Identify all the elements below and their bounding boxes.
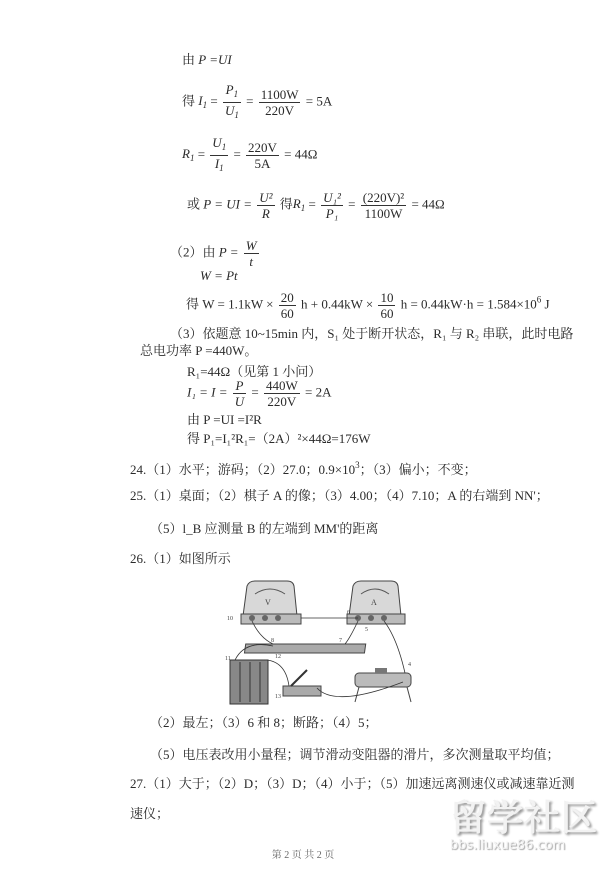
formula: P =UI: [198, 52, 232, 67]
svg-text:10: 10: [227, 616, 233, 622]
fraction: $\frac{10}{60}$: [380, 290, 394, 321]
svg-text:12: 12: [275, 654, 281, 660]
eq-energy-w: [186, 290, 550, 321]
exponent: 3: [355, 460, 360, 470]
circuit-illustration: [225, 578, 420, 708]
fraction: $\frac{\text{U²}}{R}$: [259, 190, 273, 221]
fraction: $\frac{1100W}{220V}$: [260, 87, 299, 118]
fraction: $\frac{220V}{5A}$: [248, 140, 277, 171]
voltmeter-icon: [241, 581, 301, 624]
resistor-icon: [244, 644, 365, 653]
part-label: （2）由: [170, 244, 216, 260]
eq-w-pt: W = Pt: [200, 268, 238, 283]
result: = 44Ω: [411, 196, 445, 212]
result: = 5A: [305, 93, 333, 109]
svg-text:6: 6: [347, 610, 350, 616]
svg-text:V: V: [265, 598, 271, 607]
fraction: $\frac{\text{U₁²}}{\text{P₁}}$: [323, 190, 341, 221]
lhs: $I_1$: [198, 93, 208, 111]
text: h = 0.44kW·h = 1.584×10: [400, 296, 537, 312]
equals: =: [210, 93, 218, 109]
text-mid: 得: [279, 196, 293, 212]
eq-alt-r1: 或 P = UI = $\frac{\text{U²}}{R}$ 得$R_1$ = $\frac{\text{U₁²}}{\text{P₁}}$ = $\frac{\text{(220V)²}}{1100W}$ = 44Ω: [187, 190, 445, 221]
formula: P = UI =: [203, 196, 252, 212]
battery-icon: [230, 660, 268, 704]
svg-text:A: A: [371, 598, 377, 607]
text: h + 0.44kW ×: [301, 296, 374, 312]
answer-25-line1: 25.（1）桌面；（2）棋子 A 的像；（3）4.00；（4）7.10；A 的右端到 NN'；: [130, 488, 549, 503]
page-number: 第 2 页 共 2 页: [271, 850, 335, 861]
part3-line1: （3）依题意 10~15min 内，S₁ 处于断开状态，R₁ 与 R₂ 串联，此时电路: [170, 326, 574, 341]
text: 24.（1）水平；游码；（2）27.0；0.9×10: [130, 462, 356, 477]
text-prefix: 由: [182, 52, 196, 67]
ammeter-icon: [347, 581, 405, 624]
unit: J: [541, 296, 550, 312]
fraction: $\frac{440W}{220V}$: [265, 378, 298, 409]
part3-line5: 由 P =UI =I²R: [187, 412, 262, 427]
eq-current-i1: 得 $I_1$ = $\frac{P_1}{U_1}$ = $\frac{1100W}{220V}$ = 5A: [182, 82, 332, 123]
eq-p-ui: [182, 52, 232, 68]
text: W = 1.1kW ×: [202, 296, 274, 312]
fraction: $\frac{W}{t}$: [245, 238, 257, 269]
result: = 44Ω: [284, 146, 318, 162]
fraction: $\frac{20}{60}$: [280, 290, 294, 321]
answer-27-line1: 27.（1）大于；（2）D；（3）D；（4）小于；（5）加速远离测速仪或减速靠近测: [130, 776, 575, 791]
answer-25-line2: （5）l_B 应测量 B 的左端到 MM'的距离: [150, 521, 379, 536]
rheostat-icon: [355, 668, 411, 702]
part3-line4: I₁ = I = $\frac{P}{U}$ = $\frac{440W}{220V}$ = 2A: [187, 378, 332, 409]
svg-text:11: 11: [225, 656, 231, 662]
fraction: $\frac{\text{(220V)²}}{1100W}$: [362, 190, 405, 221]
eq-resistance-r1: $R_1$ = $\frac{U_1}{I_1}$ = $\frac{220V}{5A}$ = 44Ω: [182, 135, 317, 176]
text-prefix: 得: [186, 296, 200, 312]
formula: P =: [218, 244, 239, 260]
answer-27-line2: 速仪；: [130, 806, 170, 821]
lhs: I₁ = I =: [187, 384, 228, 400]
answer-24: [130, 457, 477, 478]
svg-text:4: 4: [408, 662, 411, 668]
fraction: $\frac{U_1}{I_1}$: [212, 135, 227, 173]
text-prefix: 得: [182, 93, 196, 109]
text-prefix: 或: [187, 196, 201, 212]
fraction: $\frac{P_1}{U_1}$: [224, 82, 239, 120]
fraction: $\frac{P}{U}$: [234, 378, 245, 409]
svg-text:5: 5: [365, 627, 368, 633]
part3-line3: R₁=44Ω（见第 1 小问）: [187, 364, 322, 379]
svg-text:7: 7: [339, 638, 342, 644]
part3-line6: 得 P₁=I₁²R₁=（2A）²×44Ω=176W: [187, 431, 371, 446]
answer-26-line1: 26.（1）如图所示: [130, 551, 231, 566]
svg-text:8: 8: [271, 638, 274, 644]
exponent: 6: [536, 294, 542, 305]
answer-26-line3: （5）电压表改用小量程；调节滑动变阻器的滑片，多次测量取平均值；: [150, 747, 560, 762]
watermark-title: 留学社区: [450, 798, 599, 839]
circuit-diagram: [225, 578, 420, 708]
part3-line2: 总电功率 P =440W。: [140, 343, 258, 358]
part2-formula: [170, 238, 261, 269]
watermark-url: bbs.liuxue86.com: [450, 838, 566, 853]
svg-text:13: 13: [275, 694, 281, 700]
result: = 2A: [305, 384, 332, 400]
text: ；（3）偏小；不变；: [359, 462, 477, 477]
answer-26-line2: （2）最左；（3）6 和 8；断路；（4）5；: [150, 715, 378, 730]
lhs: $R_1$: [182, 146, 195, 164]
